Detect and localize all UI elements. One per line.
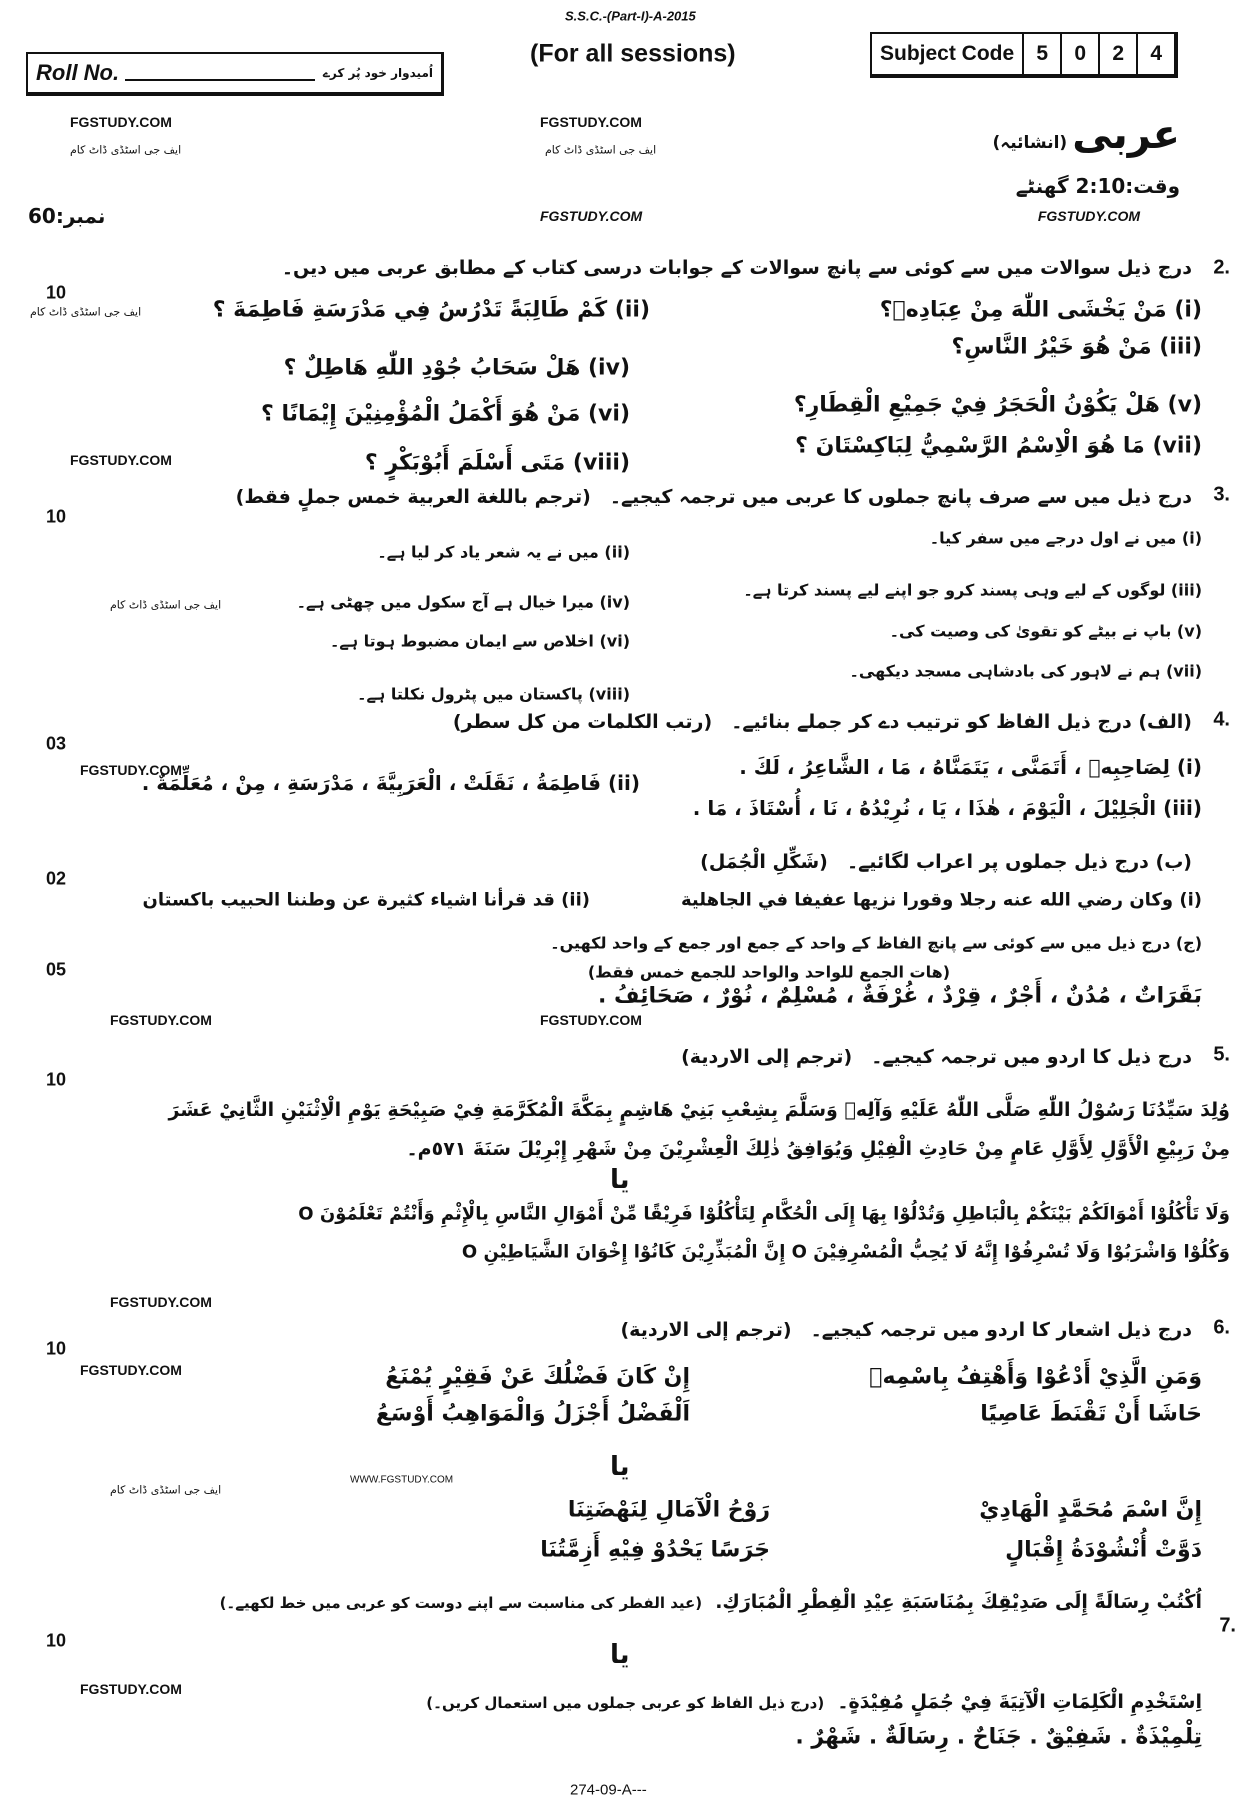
q6-marks: 10 bbox=[46, 1338, 67, 1359]
q5-marks: 10 bbox=[46, 1069, 67, 1090]
q3-instruction: درج ذیل میں سے صرف پانچ جملوں کا عربی میں ترجمہ کیجیے۔ bbox=[609, 486, 1192, 508]
q2-number: 2. bbox=[1213, 256, 1230, 279]
q5-number: 5. bbox=[1213, 1043, 1230, 1066]
watermark: FGSTUDY.COM bbox=[110, 1294, 212, 1310]
q6-verse: حَاشَا أَنْ تَقْنَطَ عَاصِيًا bbox=[980, 1401, 1202, 1427]
q6-instruction-line bbox=[621, 1319, 1193, 1341]
q3-item: (vii) ہم نے لاہور کی بادشاہی مسجد دیکھی۔ bbox=[849, 661, 1202, 681]
watermark: FGSTUDY.COM bbox=[80, 1362, 182, 1378]
q4b-item: (i) وكان رضي الله عنه رجلا وقورا نزيها عفيفا في الجاهلية bbox=[680, 889, 1202, 911]
sessions-label: (For all sessions) bbox=[530, 39, 736, 68]
q5-paragraph-line: وُلِدَ سَيِّدُنَا رَسُوْلُ اللّٰهِ صَلَّى اللّٰهُ عَلَيْهِ وَآلِهٖ وَسَلَّمَ بِشِعْبِ بَنِيْ هَاشِمٍ بِمَكَّةَ الْمُكَرَّمَةِ فِيْ صَبِيْحَةِ يَوْمِ الْاِثْنَيْنِ الثَّانِيْ عَشَرَ bbox=[168, 1099, 1230, 1121]
q7-task1-urdu: (عید الفطر کی مناسبت سے اپنے دوست کو عربی میں خط لکھیے۔) bbox=[219, 1594, 703, 1612]
q4c-words: بَقَرَاتٌ ، مُدُنٌ ، أَجْرٌ ، قِرْدٌ ، غُرْفَةٌ ، مُسْلِمٌ ، نُوْرٌ ، صَحَائِفُ . bbox=[597, 983, 1202, 1009]
q7-task1: اُكْتُبْ رِسَالَةً إِلَى صَدِيْقِكَ بِمُنَاسَبَةِ عِيْدِ الْفِطْرِ الْمُبَارَكِ. bbox=[715, 1591, 1202, 1613]
q4a-instruction: (الف) درج ذیل الفاظ کو ترتیب دے کر جملے بنائیے۔ bbox=[731, 711, 1192, 733]
q2-item: (i) مَنْ يَخْشَى اللّٰهَ مِنْ عِبَادِهٖ؟ bbox=[879, 297, 1202, 323]
exam-code: S.S.C.-(Part-I)-A-2015 bbox=[565, 8, 696, 24]
watermark: FGSTUDY.COM bbox=[110, 1012, 212, 1028]
q5-instruction: درج ذیل کا اردو میں ترجمہ کیجیے۔ bbox=[871, 1046, 1192, 1068]
roll-label: Roll No. bbox=[36, 60, 120, 85]
q7-task2-line bbox=[426, 1691, 1202, 1713]
q4b-instruction-ar: (شَكِّلِ الْجُمَل) bbox=[700, 851, 828, 873]
q7-task2: اِسْتَخْدِمِ الْكَلِمَاتِ الْآتِيَةَ فِيْ جُمَلٍ مُفِيْدَةٍ۔ bbox=[837, 1691, 1202, 1713]
roll-note: اُمیدوار خود پُر کرے bbox=[322, 66, 433, 80]
watermark-urdu: ایف جی اسٹڈی ڈاٹ کام bbox=[70, 143, 182, 157]
q3-item: (viii) پاکستان میں پٹرول نکلتا ہے۔ bbox=[357, 684, 630, 704]
watermark: FGSTUDY.COM bbox=[70, 114, 172, 130]
q3-number: 3. bbox=[1213, 483, 1230, 506]
q2-item: (vi) مَنْ هُوَ أَكْمَلُ الْمُؤْمِنِيْنَ إِيْمَانًا ؟ bbox=[261, 401, 630, 427]
q2-item: (iv) هَلْ سَحَابُ جُوْدِ اللّٰهِ هَاطِلٌ ؟ bbox=[283, 355, 630, 381]
q4a-item: (iii) الْجَلِيْلَ ، الْيَوْمَ ، هٰذَا ، يَا ، نُرِيْدُهُ ، نَا ، أُسْتَاذَ ، مَا . bbox=[692, 796, 1202, 820]
q4c-marks: 05 bbox=[46, 959, 67, 980]
q7-number: 7. bbox=[1219, 1614, 1236, 1637]
q3-item: (ii) میں نے یہ شعر یاد کر لیا ہے۔ bbox=[377, 542, 630, 562]
q6-or: يا bbox=[610, 1452, 630, 1482]
q2-item: (vii) مَا هُوَ الْاِسْمُ الرَّسْمِيُّ لِبَاكِسْتَانَ ؟ bbox=[795, 433, 1202, 459]
q4a-instruction-line bbox=[453, 711, 1192, 733]
q2-item: (ii) كَمْ طَالِبَةً تَدْرُسُ فِي مَدْرَسَةِ فَاطِمَةَ ؟ bbox=[212, 297, 650, 323]
q2-item: (viii) مَتَى أَسْلَمَ أَبُوْبَكْرٍ ؟ bbox=[364, 450, 630, 476]
q4a-item: (ii) فَاطِمَةُ ، نَقَلَتْ ، الْعَرَبِيَّةَ ، مَدْرَسَةِ ، مِنْ ، مُعَلِّمَةٌ . bbox=[141, 771, 640, 795]
q2-item: (iii) مَنْ هُوَ خَيْرُ النَّاسِ؟ bbox=[951, 334, 1202, 360]
time-allowed: وقت:2:10 گھنٹے bbox=[1015, 174, 1180, 198]
q4a-instruction-ar: (رتب الكلمات من كل سطر) bbox=[452, 711, 713, 733]
q6-verse: إِنْ كَانَ فَضْلُكَ عَنْ فَقِيْرٍ يُمْنَعُ bbox=[385, 1364, 690, 1390]
q7-or: يا bbox=[610, 1640, 630, 1670]
q5-instruction-line bbox=[681, 1046, 1192, 1068]
q2-instruction: درج ذیل سوالات میں سے کوئی سے پانچ سوالات کے جوابات درسی کتاب کے مطابق عربی میں دیں۔ bbox=[281, 257, 1192, 279]
q3-item: (v) باپ نے بیٹے کو تقویٰ کی وصیت کی۔ bbox=[889, 621, 1202, 641]
q7-task2-urdu: (درج ذیل الفاظ کو عربی جملوں میں استعمال کریں۔) bbox=[426, 1694, 825, 1712]
q3-item: (vi) اخلاص سے ایمان مضبوط ہوتا ہے۔ bbox=[329, 631, 630, 651]
watermark: FGSTUDY.COM bbox=[540, 208, 643, 224]
q3-instruction-ar: (ترجم باللغة العربية خمس جملٍ فقط) bbox=[235, 486, 591, 508]
watermark: FGSTUDY.COM bbox=[70, 452, 172, 468]
q6-number: 6. bbox=[1213, 1316, 1230, 1339]
q7-words: تِلْمِيْذَةٌ . شَفِيْقٌ . جَنَاحٌ . رِسَالَةٌ . شَهْرٌ . bbox=[795, 1724, 1202, 1750]
q3-instruction-line bbox=[236, 486, 1192, 508]
subject-title bbox=[992, 112, 1180, 158]
q4b-item: (ii) قد قرأنا اشياء كثيرة عن وطننا الحبيب باكستان bbox=[142, 889, 590, 911]
q4b-instruction: (ب) درج ذیل جملوں پر اعراب لگائیے۔ bbox=[846, 851, 1192, 873]
q3-item: (iii) لوگوں کے لیے وہی پسند کرو جو اپنے لیے پسند کرتا ہے۔ bbox=[743, 580, 1202, 600]
q5-verse-line: وَكُلُوْا وَاشْرَبُوْا وَلَا تُسْرِفُوْا إِنَّهُ لَا يُحِبُّ الْمُسْرِفِيْنَ O إِنَّ الْمُبَذِّرِيْنَ كَانُوْا إِخْوَانَ الشَّيَاطِيْنِ O bbox=[461, 1241, 1230, 1263]
q4a-item: (i) لِصَاحِبِهٖ ، أَتَمَنَّى ، يَتَمَنَّاهُ ، مَا ، الشَّاعِرُ ، لَكَ . bbox=[739, 755, 1202, 779]
q6-verse: رَوْحُ الْآمَالِ لِنَهْضَتِنَا bbox=[567, 1497, 770, 1523]
subject-code-digit: 2 bbox=[1098, 34, 1136, 74]
q5-instruction-ar: (ترجم إلى الاردية) bbox=[681, 1046, 853, 1068]
watermark: FGSTUDY.COM bbox=[540, 114, 642, 130]
subject-code-digit: 4 bbox=[1136, 34, 1174, 74]
watermark: FGSTUDY.COM bbox=[540, 1012, 642, 1028]
q5-paragraph-line: مِنْ رَبِيْعِ الْأَوَّلِ لِأَوَّلِ عَامٍ مِنْ حَادِثِ الْفِيْلِ وَيُوَافِقُ ذٰلِكَ الْعِشْرِيْنَ مِنْ شَهْرِ إِبْرِيْلَ سَنَةَ ٥٧١م۔ bbox=[406, 1138, 1230, 1160]
q6-verse: جَرَسًا يَحْدُوْ فِيْهِ أَزِمَّتُنَا bbox=[540, 1537, 770, 1563]
watermark-urdu: ایف جی اسٹڈی ڈاٹ کام bbox=[545, 143, 657, 157]
q6-verse: اَلْفَضْلُ أَجْزَلُ وَالْمَوَاهِبُ أَوْسَعُ bbox=[375, 1401, 690, 1427]
q2-marks: 10 bbox=[46, 282, 67, 303]
watermark: WWW.FGSTUDY.COM bbox=[350, 1474, 454, 1486]
q5-or: يا bbox=[610, 1165, 630, 1195]
q4b-marks: 02 bbox=[46, 868, 67, 889]
q3-marks: 10 bbox=[46, 506, 67, 527]
subject-subtitle: (انشائیہ) bbox=[992, 133, 1068, 153]
roll-number-box[interactable] bbox=[26, 52, 444, 96]
q4b-instruction-line bbox=[700, 851, 1192, 873]
q6-verse: دَوَّتْ أُنْشُوْدَةُ إِقْبَالٍ bbox=[1005, 1537, 1202, 1563]
subject-code-digit: 0 bbox=[1060, 34, 1098, 74]
q6-verse: وَمَنِ الَّذِيْ أَدْعُوْا وَأَهْتِفُ بِاسْمِهٖ bbox=[869, 1364, 1202, 1390]
q3-item: (iv) میرا خیال ہے آج سکول میں چھٹی ہے۔ bbox=[296, 592, 630, 612]
q4c-instruction-ar: (هات الجمع للواحد والواحد للجمع خمس فقط) bbox=[587, 962, 950, 982]
subject-code-digit: 5 bbox=[1022, 34, 1060, 74]
roll-number-field[interactable] bbox=[125, 79, 315, 81]
q6-verse: إِنَّ اسْمَ مُحَمَّدٍ الْهَادِيْ bbox=[979, 1497, 1202, 1523]
watermark: FGSTUDY.COM bbox=[80, 762, 182, 778]
watermark-urdu: ایف جی اسٹڈی ڈاٹ کام bbox=[30, 305, 142, 319]
watermark: FGSTUDY.COM bbox=[80, 1681, 182, 1697]
q6-instruction-ar: (ترجم إلى الاردية) bbox=[620, 1319, 792, 1341]
subject-code-box bbox=[870, 32, 1178, 78]
q3-item: (i) میں نے اول درجے میں سفر کیا۔ bbox=[929, 528, 1202, 548]
subject-title-text: عربی bbox=[1072, 112, 1180, 158]
total-marks: نمبر:60 bbox=[28, 204, 106, 228]
subject-code-label: Subject Code bbox=[880, 42, 1015, 65]
q6-instruction: درج ذیل اشعار کا اردو میں ترجمہ کیجیے۔ bbox=[810, 1319, 1192, 1341]
watermark-urdu: ایف جی اسٹڈی ڈاٹ کام bbox=[110, 1483, 222, 1497]
q2-item: (v) هَلْ يَكُوْنُ الْحَجَرُ فِيْ جَمِيْعِ الْقِطَارِ؟ bbox=[793, 392, 1202, 418]
q4c-instruction: (ج) درج ذیل میں سے کوئی سے پانچ الفاظ کے واحد کے جمع اور جمع کے واحد لکھیں۔ bbox=[550, 933, 1202, 953]
q4-number: 4. bbox=[1213, 708, 1230, 731]
watermark-urdu: ایف جی اسٹڈی ڈاٹ کام bbox=[110, 598, 222, 612]
q5-verse-line: وَلَا تَأْكُلُوْا أَمْوَالَكُمْ بَيْنَكُمْ بِالْبَاطِلِ وَتُدْلُوْا بِهَا إِلَى الْحُكَّامِ لِتَأْكُلُوْا فَرِيْقًا مِّنْ أَمْوَالِ النَّاسِ بِالْإِثْمِ وَأَنْتُمْ تَعْلَمُوْنَ O bbox=[298, 1203, 1230, 1225]
q7-marks: 10 bbox=[46, 1630, 67, 1651]
q7-task1-line bbox=[220, 1591, 1202, 1613]
q4a-marks: 03 bbox=[46, 733, 67, 754]
footer-code: 274-09-A--- bbox=[570, 1781, 647, 1799]
watermark: FGSTUDY.COM bbox=[1037, 208, 1140, 224]
